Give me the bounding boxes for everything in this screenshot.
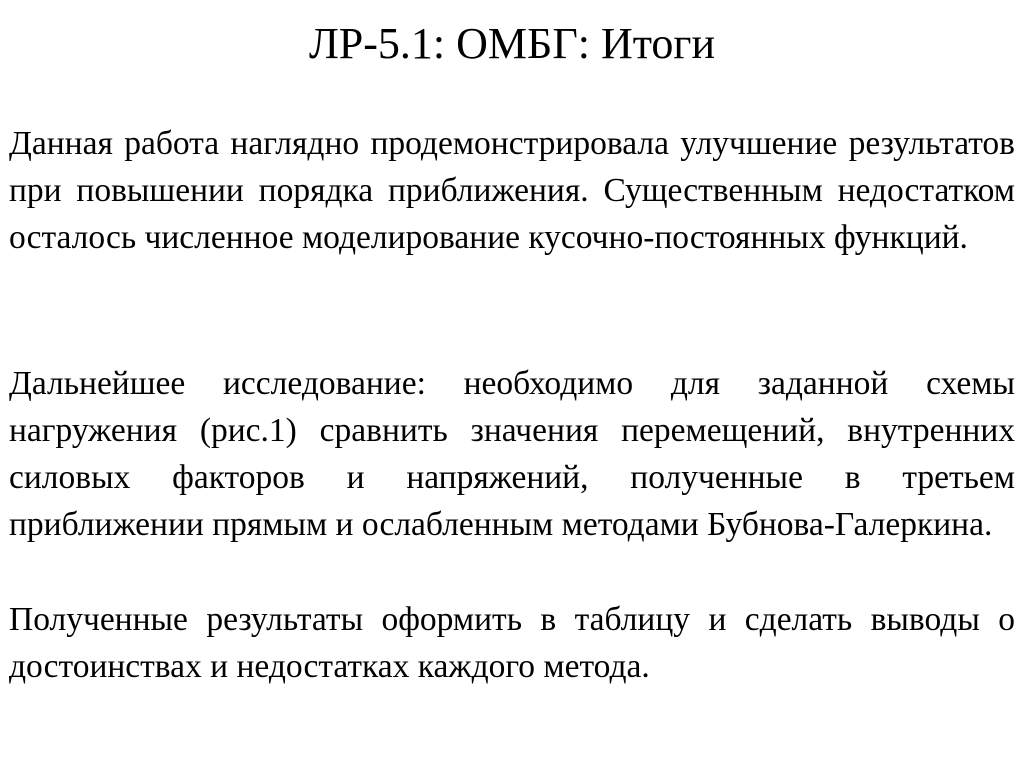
summary-paragraph: Данная работа наглядно продемонстрировала улучшение результатов при повышении порядка приближения. Существенным недостатком осталось численное моделирование кусочно-постоянных функций.: [9, 125, 1015, 256]
further-research-paragraph: Дальнейшее исследование: необходимо для заданной схемы нагружения (рис.1) сравнить значения перемещений, внутренних силовых факторов и напряжений, полученные в третьем приближении прямым и ослабленным методами Бубнова-Галеркина.: [9, 365, 1015, 543]
table-instructions-paragraph: Полученные результаты оформить в таблицу и сделать выводы о достоинствах и недостатках каждого метода.: [9, 601, 1015, 685]
slide-title: ЛР-5.1: ОМБГ: Итоги: [308, 19, 716, 68]
